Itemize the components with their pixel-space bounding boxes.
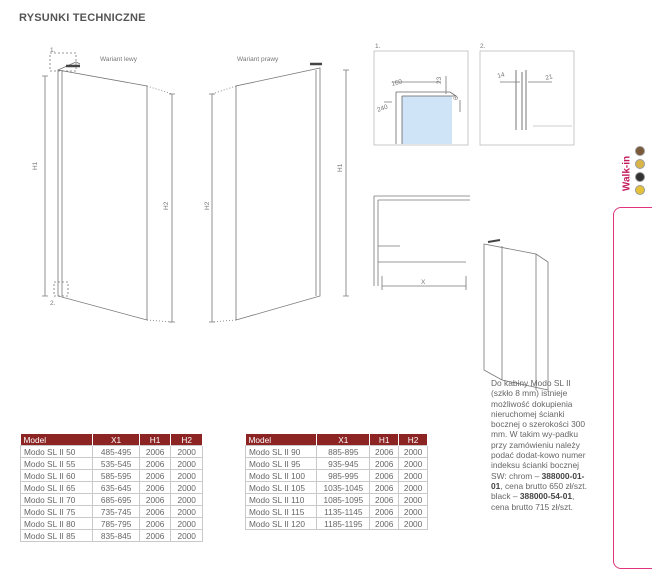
spec-table-left [20, 434, 203, 542]
table-cell: 2006 [370, 506, 399, 518]
table-row [21, 470, 203, 482]
table-cell: 2000 [399, 470, 428, 482]
note-chrom-price: , cena brutto 650 zł/szt. [500, 480, 587, 491]
table-cell: 2006 [139, 494, 171, 506]
side-panel [613, 207, 652, 569]
right-variant-label: Wariant prawy [237, 56, 279, 63]
col-h2: H2 [171, 434, 203, 446]
table-cell: 2006 [139, 458, 171, 470]
col-h1: H1 [139, 434, 171, 446]
left-variant-drawing [42, 53, 175, 322]
side-wall-drawing [484, 240, 548, 390]
table-row [21, 482, 203, 494]
table-cell: Modo SL II 110 [246, 494, 317, 506]
right-h2-label: H2 [204, 201, 211, 210]
table-row [21, 458, 203, 470]
table-cell: 685-695 [93, 494, 139, 506]
table-row [21, 446, 203, 458]
page-title: RYSUNKI TECHNICZNE [19, 12, 146, 24]
table-cell: 2006 [139, 446, 171, 458]
table-cell: 2000 [171, 482, 203, 494]
note-text: Do kabiny Modo SL II (szkło 8 mm) istnieje możliwość dokupienia nieruchomej ścianki bocznej o szerokości 300 mm. W takim wy-padku przy zamówieniu należy podać dodat-kowo numer indeksu ścianki bocznej SW: [491, 378, 586, 481]
table-cell: 2006 [370, 446, 399, 458]
col-h1: H1 [370, 434, 399, 446]
dim-14: 14 [496, 71, 506, 80]
right-variant-drawing [209, 64, 349, 322]
swatch-dot[interactable] [635, 172, 645, 182]
table-row [246, 518, 428, 530]
table-cell: Modo SL II 50 [21, 446, 93, 458]
table-cell: 2006 [370, 458, 399, 470]
table-cell: 535-545 [93, 458, 139, 470]
note-black-price: , cena brutto 715 zł/szt. [491, 491, 575, 512]
swatch-dot[interactable] [635, 146, 645, 156]
table-cell: 2000 [171, 458, 203, 470]
col-h2: H2 [399, 434, 428, 446]
swatch-dot[interactable] [635, 159, 645, 169]
table-cell: 2000 [399, 446, 428, 458]
spec-table-left-body [21, 446, 203, 542]
detail-marker-1: 1. [50, 47, 56, 54]
table-cell: Modo SL II 55 [21, 458, 93, 470]
table-cell: 2006 [370, 518, 399, 530]
swatch-dot[interactable] [635, 185, 645, 195]
table-cell: 2006 [139, 482, 171, 494]
detail-2-drawing [480, 51, 574, 145]
table-cell: 2006 [370, 482, 399, 494]
table-cell: 2000 [171, 494, 203, 506]
table-cell: 2000 [399, 458, 428, 470]
table-cell: 785-795 [93, 518, 139, 530]
dim-x: X [421, 279, 426, 286]
table-cell: 2006 [139, 470, 171, 482]
col-x1: X1 [317, 434, 370, 446]
table-cell: 935-945 [317, 458, 370, 470]
table-cell: 985-995 [317, 470, 370, 482]
table-cell: 2000 [171, 470, 203, 482]
table-cell: 2000 [399, 482, 428, 494]
table-cell: 2000 [171, 506, 203, 518]
table-cell: 2000 [171, 518, 203, 530]
dim-21: 21 [544, 73, 554, 82]
walk-in-tab-label[interactable]: Walk-in [621, 155, 633, 192]
color-swatches [635, 146, 647, 198]
table-row [246, 446, 428, 458]
table-cell: 2006 [370, 470, 399, 482]
dim-23: 23 [436, 76, 443, 84]
table-row [21, 518, 203, 530]
table-cell: 2006 [370, 494, 399, 506]
table-cell: 1035-1045 [317, 482, 370, 494]
table-cell: Modo SL II 65 [21, 482, 93, 494]
table-row [21, 494, 203, 506]
right-h1-label: H1 [337, 163, 344, 172]
spec-table-right-body [246, 446, 428, 530]
col-x1: X1 [93, 434, 139, 446]
table-cell: 635-645 [93, 482, 139, 494]
spec-table-right [245, 434, 428, 530]
table-cell: Modo SL II 115 [246, 506, 317, 518]
table-cell: 2000 [399, 518, 428, 530]
table-cell: Modo SL II 70 [21, 494, 93, 506]
table-cell: 885-895 [317, 446, 370, 458]
table-cell: 1135-1145 [317, 506, 370, 518]
table-cell: 485-495 [93, 446, 139, 458]
table-cell: 1085-1095 [317, 494, 370, 506]
table-cell: 2000 [171, 530, 203, 542]
note-black-code: 388000-54-01 [519, 491, 573, 502]
left-variant-label: Wariant lewy [100, 56, 137, 63]
table-cell: Modo SL II 60 [21, 470, 93, 482]
table-cell: Modo SL II 75 [21, 506, 93, 518]
top-view-drawing [374, 196, 470, 290]
table-cell: 1185-1195 [317, 518, 370, 530]
table-cell: 585-595 [93, 470, 139, 482]
table-cell: 2000 [399, 494, 428, 506]
table-cell: 2000 [171, 446, 203, 458]
table-cell: Modo SL II 120 [246, 518, 317, 530]
col-model: Model [246, 434, 317, 446]
table-cell: Modo SL II 100 [246, 470, 317, 482]
table-cell: Modo SL II 105 [246, 482, 317, 494]
note-chrom-code: 388000-01-01 [491, 470, 585, 491]
table-cell: 2000 [399, 506, 428, 518]
table-cell: 2006 [139, 530, 171, 542]
detail-1-number: 1. [375, 43, 381, 50]
note-black-prefix: black – [491, 491, 520, 502]
table-row [246, 494, 428, 506]
dim-240: 240 [376, 103, 389, 114]
table-row [246, 506, 428, 518]
table-cell: 2006 [139, 518, 171, 530]
table-cell: Modo SL II 80 [21, 518, 93, 530]
table-cell: Modo SL II 90 [246, 446, 317, 458]
table-cell: 2006 [139, 506, 171, 518]
detail-2-number: 2. [480, 43, 486, 50]
detail-marker-2: 2. [50, 300, 56, 307]
left-h2-label: H2 [163, 201, 170, 210]
col-model: Model [21, 434, 93, 446]
dim-6: 6 [453, 96, 460, 100]
table-row [246, 482, 428, 494]
table-row [246, 470, 428, 482]
table-cell: Modo SL II 85 [21, 530, 93, 542]
dim-160: 160 [390, 78, 404, 88]
table-cell: 735-745 [93, 506, 139, 518]
table-cell: 835-845 [93, 530, 139, 542]
side-wall-note [491, 378, 591, 512]
left-h1-label: H1 [32, 161, 39, 170]
note-chrom-prefix: chrom – [509, 470, 542, 481]
table-row [21, 530, 203, 542]
table-row [21, 506, 203, 518]
table-row [246, 458, 428, 470]
table-cell: Modo SL II 95 [246, 458, 317, 470]
